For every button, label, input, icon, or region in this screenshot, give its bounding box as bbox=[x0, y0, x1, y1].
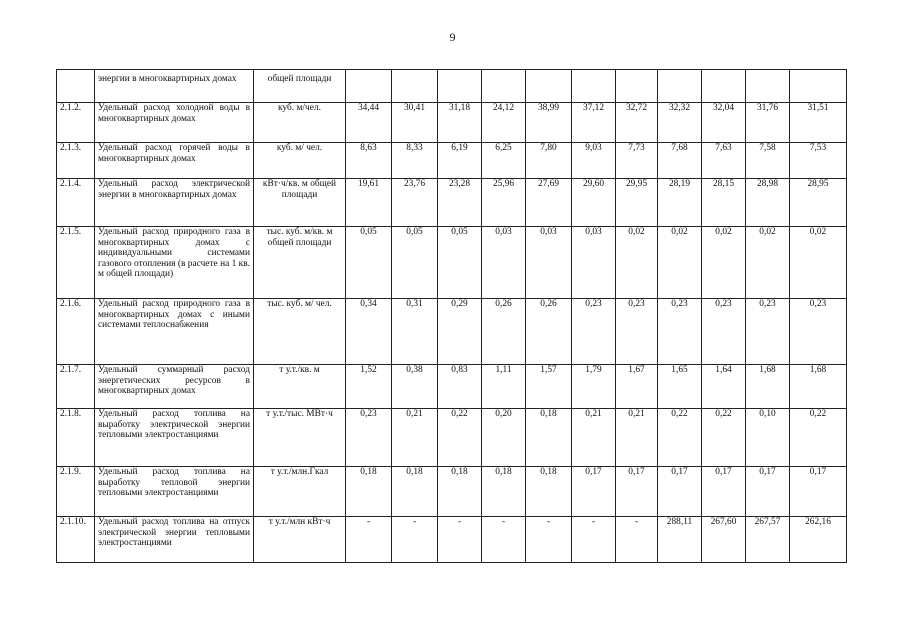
value-cell bbox=[526, 70, 572, 103]
value-cell: 0,17 bbox=[702, 467, 746, 517]
value-cell: 0,21 bbox=[616, 409, 658, 467]
value-cell: 27,69 bbox=[526, 179, 572, 227]
unit-of-measure: т у.т./млн.Гкал bbox=[254, 467, 346, 517]
value-cell: 0,21 bbox=[572, 409, 616, 467]
value-cell bbox=[790, 70, 847, 103]
value-cell bbox=[438, 70, 482, 103]
value-cell: 38,99 bbox=[526, 103, 572, 143]
value-cell: 1,65 bbox=[658, 365, 702, 409]
value-cell: 24,12 bbox=[482, 103, 526, 143]
indicator-name: Удельный расход природного газа в многоквартирных домах с индивидуальными системами газового отопления (в расчете на 1 кв. м общей площади) bbox=[95, 227, 254, 299]
value-cell: 37,12 bbox=[572, 103, 616, 143]
value-cell: 0,05 bbox=[438, 227, 482, 299]
unit-of-measure: куб. м/ чел. bbox=[254, 143, 346, 179]
indicator-name: Удельный расход природного газа в многоквартирных домах с иными системами теплоснабжения bbox=[95, 299, 254, 365]
value-cell: 0,17 bbox=[746, 467, 790, 517]
value-cell: 19,61 bbox=[346, 179, 392, 227]
value-cell: 0,02 bbox=[746, 227, 790, 299]
value-cell: 29,95 bbox=[616, 179, 658, 227]
value-cell: 29,60 bbox=[572, 179, 616, 227]
value-cell: 0,02 bbox=[790, 227, 847, 299]
table-row bbox=[57, 143, 847, 179]
value-cell: 23,76 bbox=[392, 179, 438, 227]
value-cell: 0,22 bbox=[658, 409, 702, 467]
table-row bbox=[57, 227, 847, 299]
value-cell: 0,05 bbox=[392, 227, 438, 299]
unit-of-measure: тыс. куб. м/ чел. bbox=[254, 299, 346, 365]
row-number: 2.1.8. bbox=[57, 409, 95, 467]
value-cell: 31,51 bbox=[790, 103, 847, 143]
value-cell: 0,18 bbox=[482, 467, 526, 517]
row-number: 2.1.7. bbox=[57, 365, 95, 409]
value-cell bbox=[572, 70, 616, 103]
value-cell: 0,02 bbox=[702, 227, 746, 299]
value-cell: 28,95 bbox=[790, 179, 847, 227]
value-cell: 0,23 bbox=[746, 299, 790, 365]
value-cell: 0,10 bbox=[746, 409, 790, 467]
unit-of-measure: общей площади bbox=[254, 70, 346, 103]
value-cell: 23,28 bbox=[438, 179, 482, 227]
value-cell: 7,80 bbox=[526, 143, 572, 179]
value-cell: - bbox=[526, 517, 572, 563]
unit-of-measure: куб. м/чел. bbox=[254, 103, 346, 143]
value-cell: 262,16 bbox=[790, 517, 847, 563]
value-cell: 1,68 bbox=[746, 365, 790, 409]
value-cell: - bbox=[346, 517, 392, 563]
value-cell: 0,20 bbox=[482, 409, 526, 467]
value-cell: 0,29 bbox=[438, 299, 482, 365]
value-cell: 8,63 bbox=[346, 143, 392, 179]
value-cell bbox=[482, 70, 526, 103]
value-cell: 267,60 bbox=[702, 517, 746, 563]
value-cell: 32,04 bbox=[702, 103, 746, 143]
value-cell: 1,64 bbox=[702, 365, 746, 409]
value-cell: 0,17 bbox=[790, 467, 847, 517]
value-cell: 1,68 bbox=[790, 365, 847, 409]
value-cell: 0,05 bbox=[346, 227, 392, 299]
value-cell: 31,18 bbox=[438, 103, 482, 143]
value-cell: 0,22 bbox=[790, 409, 847, 467]
value-cell: 6,19 bbox=[438, 143, 482, 179]
value-cell: 32,32 bbox=[658, 103, 702, 143]
value-cell: 0,17 bbox=[572, 467, 616, 517]
value-cell: 0,22 bbox=[438, 409, 482, 467]
table-row bbox=[57, 365, 847, 409]
value-cell: 0,17 bbox=[616, 467, 658, 517]
value-cell: 288,11 bbox=[658, 517, 702, 563]
value-cell bbox=[746, 70, 790, 103]
unit-of-measure: кВт·ч/кв. м общей площади bbox=[254, 179, 346, 227]
indicator-name: Удельный расход холодной воды в многоквартирных домах bbox=[95, 103, 254, 143]
value-cell bbox=[346, 70, 392, 103]
value-cell: 0,34 bbox=[346, 299, 392, 365]
value-cell: 25,96 bbox=[482, 179, 526, 227]
row-number: 2.1.3. bbox=[57, 143, 95, 179]
value-cell: 0,18 bbox=[438, 467, 482, 517]
value-cell: 1,57 bbox=[526, 365, 572, 409]
table-row bbox=[57, 467, 847, 517]
row-number bbox=[57, 70, 95, 103]
value-cell: 34,44 bbox=[346, 103, 392, 143]
value-cell bbox=[702, 70, 746, 103]
value-cell: 7,53 bbox=[790, 143, 847, 179]
value-cell: 0,26 bbox=[482, 299, 526, 365]
table-row bbox=[57, 179, 847, 227]
value-cell: - bbox=[572, 517, 616, 563]
indicator-name: Удельный расход топлива на отпуск электрической энергии тепловыми электростанциями bbox=[95, 517, 254, 563]
indicator-name: Удельный расход топлива на выработку электрической энергии тепловыми электростанциями bbox=[95, 409, 254, 467]
value-cell: 28,15 bbox=[702, 179, 746, 227]
value-cell bbox=[616, 70, 658, 103]
value-cell: - bbox=[616, 517, 658, 563]
value-cell: 7,73 bbox=[616, 143, 658, 179]
value-cell: 0,03 bbox=[526, 227, 572, 299]
value-cell: 0,03 bbox=[482, 227, 526, 299]
unit-of-measure: т у.т./кв. м bbox=[254, 365, 346, 409]
value-cell: 28,98 bbox=[746, 179, 790, 227]
value-cell: 9,03 bbox=[572, 143, 616, 179]
table-row bbox=[57, 517, 847, 563]
indicator-name: Удельный расход топлива на выработку тепловой энергии тепловыми электростанциями bbox=[95, 467, 254, 517]
value-cell: 31,76 bbox=[746, 103, 790, 143]
value-cell: 30,41 bbox=[392, 103, 438, 143]
value-cell: 1,11 bbox=[482, 365, 526, 409]
value-cell: 0,22 bbox=[702, 409, 746, 467]
value-cell: 0,23 bbox=[346, 409, 392, 467]
row-number: 2.1.6. bbox=[57, 299, 95, 365]
energy-indicators-table bbox=[56, 69, 847, 563]
value-cell: 7,58 bbox=[746, 143, 790, 179]
value-cell bbox=[658, 70, 702, 103]
value-cell: 7,63 bbox=[702, 143, 746, 179]
value-cell: 0,38 bbox=[392, 365, 438, 409]
value-cell: 8,33 bbox=[392, 143, 438, 179]
value-cell: 1,79 bbox=[572, 365, 616, 409]
value-cell: 0,03 bbox=[572, 227, 616, 299]
value-cell: 1,52 bbox=[346, 365, 392, 409]
value-cell: 0,23 bbox=[702, 299, 746, 365]
row-number: 2.1.10. bbox=[57, 517, 95, 563]
value-cell: 0,18 bbox=[526, 409, 572, 467]
indicator-name: Удельный суммарный расход энергетических ресурсов в многоквартирных домах bbox=[95, 365, 254, 409]
value-cell: - bbox=[392, 517, 438, 563]
value-cell: 6,25 bbox=[482, 143, 526, 179]
row-number: 2.1.9. bbox=[57, 467, 95, 517]
value-cell: - bbox=[482, 517, 526, 563]
value-cell: 0,02 bbox=[658, 227, 702, 299]
value-cell: 0,18 bbox=[526, 467, 572, 517]
value-cell: 0,26 bbox=[526, 299, 572, 365]
indicator-name: Удельный расход горячей воды в многоквартирных домах bbox=[95, 143, 254, 179]
value-cell: 0,17 bbox=[658, 467, 702, 517]
row-number: 2.1.5. bbox=[57, 227, 95, 299]
value-cell: 0,23 bbox=[572, 299, 616, 365]
value-cell: 0,23 bbox=[658, 299, 702, 365]
value-cell: 7,68 bbox=[658, 143, 702, 179]
value-cell: 0,18 bbox=[392, 467, 438, 517]
value-cell: 0,23 bbox=[790, 299, 847, 365]
value-cell: - bbox=[438, 517, 482, 563]
row-number: 2.1.4. bbox=[57, 179, 95, 227]
table-row bbox=[57, 70, 847, 103]
value-cell: 0,21 bbox=[392, 409, 438, 467]
value-cell: 0,02 bbox=[616, 227, 658, 299]
value-cell: 0,83 bbox=[438, 365, 482, 409]
unit-of-measure: т у.т./тыс. МВт·ч bbox=[254, 409, 346, 467]
value-cell bbox=[392, 70, 438, 103]
indicator-name: энергии в многоквартирных домах bbox=[95, 70, 254, 103]
value-cell: 32,72 bbox=[616, 103, 658, 143]
value-cell: 267,57 bbox=[746, 517, 790, 563]
page-number: 9 bbox=[449, 30, 456, 44]
unit-of-measure: т у.т./млн кВт·ч bbox=[254, 517, 346, 563]
value-cell: 28,19 bbox=[658, 179, 702, 227]
value-cell: 0,18 bbox=[346, 467, 392, 517]
value-cell: 0,23 bbox=[616, 299, 658, 365]
row-number: 2.1.2. bbox=[57, 103, 95, 143]
table-row bbox=[57, 409, 847, 467]
indicator-name: Удельный расход электрической энергии в многоквартирных домах bbox=[95, 179, 254, 227]
table-row bbox=[57, 299, 847, 365]
table-row bbox=[57, 103, 847, 143]
value-cell: 0,31 bbox=[392, 299, 438, 365]
unit-of-measure: тыс. куб. м/кв. м общей площади bbox=[254, 227, 346, 299]
value-cell: 1,67 bbox=[616, 365, 658, 409]
